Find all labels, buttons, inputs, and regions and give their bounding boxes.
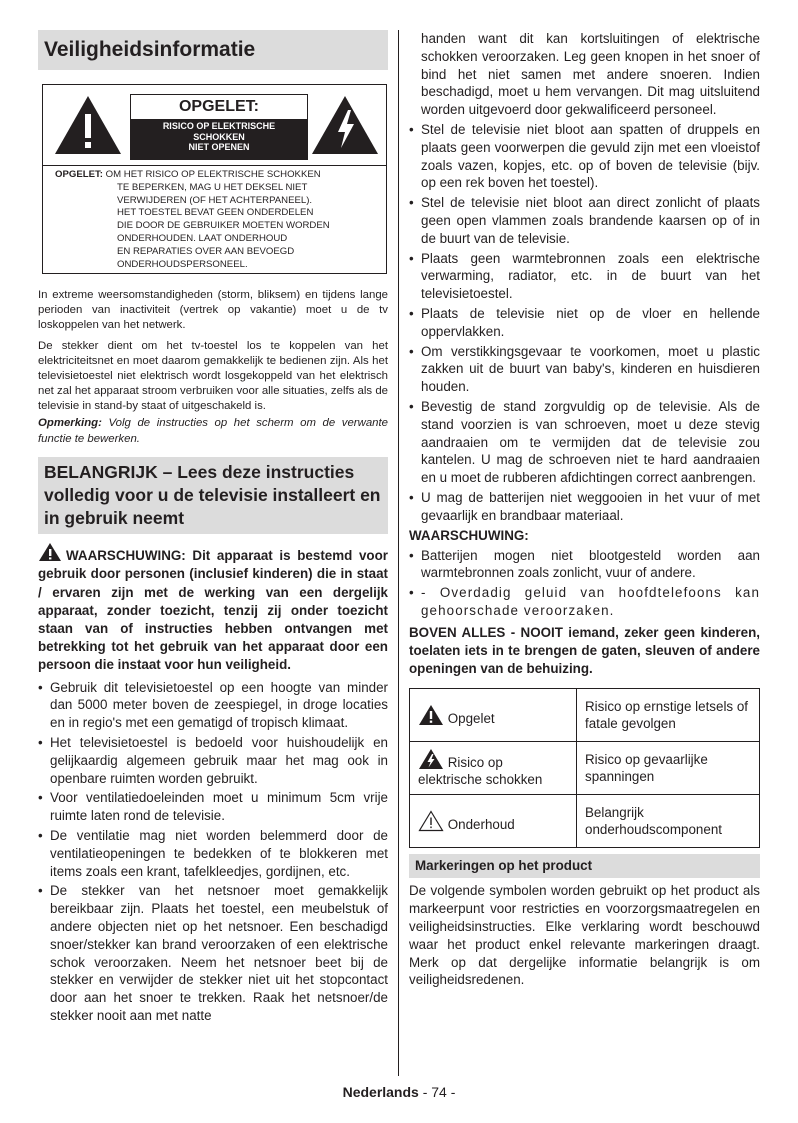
- opgelet-panel: [130, 94, 308, 160]
- electric-shock-icon: [418, 748, 444, 770]
- right-column: [409, 30, 760, 989]
- important-heading: BELANGRIJK – Lees deze instructies volledig voor u de televisie installeert en in gebruik neemt: [38, 457, 388, 534]
- caution-line: TE BEPERKEN, MAG U HET DEKSEL NIET: [117, 181, 308, 193]
- warning-bullet-list: [409, 547, 760, 620]
- warning-paragraph: [38, 542, 388, 674]
- paragraph-weather: In extreme weersomstandigheden (storm, bliksem) en tijdens lange perioden van inactiviteit (vertrek op vakantie) moet u de tv loskoppelen van het netwerk.: [38, 289, 388, 331]
- continuation-paragraph: handen want dit kan kortsluitingen of elektrische schokken veroorzaken. Leg geen knopen in het snoer of bind het niet samen met andere snoeren. Indien beschadigd, moet u hem vervangen. Dit mag uitsluitend worden uitgevoerd door gekwalificeerd personeel.: [421, 31, 760, 118]
- list-item: • Om verstikkingsgevaar te voorkomen, moet u plastic zakken uit de buurt van baby's, kinderen en huisdieren houden.: [409, 343, 760, 396]
- list-item: • Stel de televisie niet bloot aan spatten of druppels en plaats geen voorwerpen die gevuld zijn met een vloeistof zoals vazen, kopjes, etc. op of boven de televisie (bijv. op een rek boven het toestel).: [409, 121, 760, 192]
- risk-line: SCHOKKEN: [193, 131, 245, 142]
- caution-line: DIE DOOR DE GEBRUIKER MOETEN WORDEN: [117, 220, 330, 232]
- list-item: • Stel de televisie niet bloot aan direct zonlicht of plaats geen open vlammen zoals brandende kaarsen op of in de buurt van de televisie.: [409, 194, 760, 247]
- page-title: Veiligheidsinformatie: [38, 30, 388, 70]
- note-label: Opmerking:: [38, 417, 102, 429]
- note: [38, 416, 388, 447]
- table-cell: [410, 742, 577, 795]
- list-item: • De stekker van het netsnoer moet gemakkelijk bereikbaar zijn. Plaats het toestel, een meubelstuk of andere objecten niet op het netsnoer. Een beschadigd snoer/stekker kan brand veroorzaken of een elektrische schok veroorzaken. Neem het netsnoer beet bij de stekker en verwijder de stekker niet uit het stopcontact door aan het snoer te trekken. Raak het netsnoer/de stekker nooit aan met natte: [38, 882, 388, 1024]
- list-item: • - Overdadig geluid van hoofdtelefoons kan gehoorschade veroorzaken.: [409, 584, 760, 620]
- list-item: • Batterijen mogen niet blootgesteld worden aan warmtebronnen zoals zonlicht, vuur of andere.: [409, 547, 760, 583]
- caution-line: ONDERHOUDSPERSONEEL.: [117, 258, 248, 270]
- symbol-description: Belangrijk onderhoudscomponent: [577, 795, 760, 848]
- opgelet-title: OPGELET:: [178, 98, 259, 115]
- risk-line: RISICO OP ELEKTRISCHE: [162, 121, 276, 131]
- list-item: • Plaats de televisie niet op de vloer en hellende oppervlakken.: [409, 305, 760, 341]
- risk-line: NIET OPENEN: [188, 142, 250, 152]
- list-item: • De ventilatie mag niet worden belemmerd door de ventilatieopeningen te bedekken of te blokkeren met items zoals een krant, tafelkleedjes, gordijnen, etc.: [38, 827, 388, 880]
- left-bullet-list: [38, 679, 388, 1025]
- symbol-label: Opgelet: [447, 710, 495, 726]
- warning-heading: WAARSCHUWING:: [409, 527, 529, 543]
- caution-line: VERWIJDEREN (OF HET ACHTERPANEEL).: [117, 194, 313, 206]
- exclamation-warning-icon: [53, 94, 123, 156]
- table-row: [410, 689, 760, 742]
- boven-alles-paragraph: BOVEN ALLES - NOOIT iemand, zeker geen kinderen, toelaten iets in te brengen de gaten, sleuven of andere openingen van de behuizing.: [409, 624, 760, 677]
- caution-text: [55, 169, 330, 271]
- table-row: [410, 742, 760, 795]
- maintenance-icon: [418, 810, 444, 832]
- right-bullet-list: [409, 121, 760, 525]
- page-number: - 74 -: [418, 1084, 456, 1100]
- caution-line: HET TOESTEL BEVAT GEEN ONDERDELEN: [117, 207, 314, 219]
- footer-language: Nederlands: [342, 1084, 419, 1100]
- risk-label: [131, 119, 307, 159]
- list-item: • U mag de batterijen niet weggooien in het vuur of met gevaarlijk en brandbaar materiaal.: [409, 489, 760, 525]
- list-item: • Het televisietoestel is bedoeld voor huishoudelijk en gelijkaardig algemeen gebruik maar het mag ook in openbare ruimten worden gebruikt.: [38, 734, 388, 787]
- list-item: • Bevestig de stand zorgvuldig op de televisie. Als de stand voorzien is van schroeven, moet u deze stevig aandraaien om te vermijden dat de televisie zou kantelen. U mag de schroeven niet te hard aandraaien en u moet de rubberen afdichtingen correct aanbrengen.: [409, 398, 760, 487]
- symbols-table: [409, 688, 760, 848]
- note-text: Volg de instructies op het scherm om de verwante functie te bewerken.: [38, 417, 388, 445]
- list-item: • Voor ventilatiedoeleinden moet u minimum 5cm vrije ruimte laten rond de televisie.: [38, 789, 388, 825]
- page-footer: [0, 1084, 798, 1100]
- caution-label: OPGELET:: [55, 169, 103, 180]
- lightning-warning-icon: [310, 94, 380, 156]
- caution-line: ONDERHOUDEN. LAAT ONDERHOUD: [117, 232, 288, 244]
- table-row: [410, 795, 760, 848]
- list-item: • Plaats geen warmtebronnen zoals een elektrische verwarming, radiator, etc. in de buurt van het televisietoestel.: [409, 250, 760, 303]
- caution-icon: [418, 704, 444, 726]
- table-cell: [410, 689, 577, 742]
- caution-line: EN REPARATIES OVER AAN BEVOEGD: [117, 245, 295, 257]
- caution-line: OM HET RISICO OP ELEKTRISCHE SCHOKKEN: [105, 169, 321, 180]
- list-item: • Gebruik dit televisietoestel op een hoogte van minder dan 5000 meter boven de zeespiegel, in droge locaties en in regio's met een gematigd of tropisch klimaat.: [38, 679, 388, 732]
- divider: [43, 165, 386, 166]
- caution-label-box: [42, 84, 387, 274]
- markings-paragraph: De volgende symbolen worden gebruikt op het product als markeerpunt voor restricties en voorzorgsmaatregelen en veiligheidsinstructies. Elke verklaring wordt beschouwd waar het product enkel relevante markeringen draagt. Merk op dat dergelijke informatie belangrijk is om veiligheidsredenen.: [409, 883, 760, 988]
- warning-text: WAARSCHUWING: Dit apparaat is bestemd voor gebruik door personen (inclusief kinderen) die in staat / ervaren zijn met de werking van een dergelijk apparaat, zonder toezicht, tenzij zij onder toezicht staan van of instructies hebben ontvangen met betrekking tot het gebruik van het apparaat door een persoon die instaat voor hun veiligheid.: [38, 548, 388, 673]
- table-cell: [410, 795, 577, 848]
- left-column: [38, 30, 388, 1025]
- column-divider: [398, 30, 399, 1076]
- symbol-label: Risico op elektrische schokken: [418, 754, 543, 788]
- symbol-description: Risico op gevaarlijke spanningen: [577, 742, 760, 795]
- warning-triangle-icon: [38, 542, 62, 562]
- paragraph-plug: De stekker dient om het tv-toestel los te koppelen van het elektriciteitsnet en moet daarom gemakkelijk te bedienen zijn. Als het televisietoestel niet elektrisch wordt losgekoppeld van het elektrisch net zal het apparaat stroom verbruiken voor alle situaties, zelfs als de televisie in stand-by staat of uitgeschakeld is.: [38, 340, 388, 412]
- symbol-label: Onderhoud: [447, 816, 515, 832]
- markings-heading: Markeringen op het product: [409, 854, 760, 878]
- symbol-description: Risico op ernstige letsels of fatale gevolgen: [577, 689, 760, 742]
